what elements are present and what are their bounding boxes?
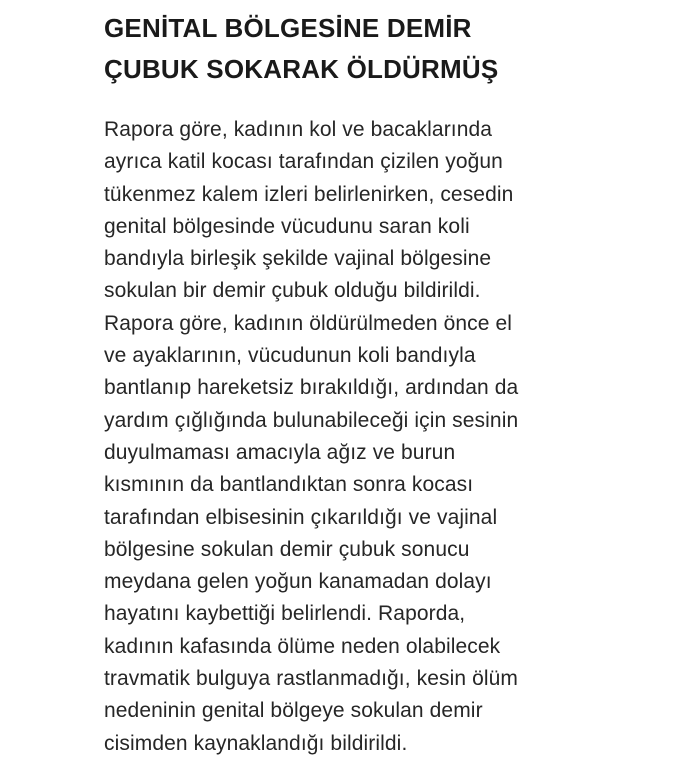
body-line: Rapora göre, kadının kol ve bacaklarında [104, 118, 493, 141]
body-line: ayrıca katil kocası tarafından çizilen yoğun [104, 150, 503, 174]
body-line: meydana gelen yoğun kanamadan dolayı [104, 570, 492, 594]
body-line: Rapora göre, kadının öldürülmeden önce el [104, 311, 513, 335]
body-line: hayatını kaybettiği belirlendi. Raporda, [104, 602, 466, 626]
headline [104, 8, 664, 90]
body-line: ve ayaklarının, vücudunun koli bandıyla [104, 344, 476, 368]
headline-line: ÇUBUK SOKARAK ÖLDÜRMÜŞ [104, 54, 499, 84]
body-line: travmatik bulguya rastlanmadığı, kesin ölüm [104, 667, 518, 691]
body-line: duyulmaması amacıyla ağız ve burun [104, 440, 456, 464]
body-line: bantlanıp hareketsiz bırakıldığı, ardından da [104, 376, 519, 400]
body-line: yardım çığlığında bulunabileceği için sesinin [104, 408, 519, 432]
body-line: tükenmez kalem izleri belirlenirken, cesedin [104, 182, 514, 206]
body-line: cisimden kaynaklandığı bildirildi. [104, 731, 408, 755]
body-line: kadının kafasında ölüme neden olabilecek [104, 634, 501, 658]
body-line: nedeninin genital bölgeye sokulan demir [104, 699, 483, 723]
body-line: sokulan bir demir çubuk olduğu bildirildi. [104, 279, 481, 303]
body-line: kısmının da bantlandıktan sonra kocası [104, 473, 474, 497]
body-line: bandıyla birleşik şekilde vajinal bölgesine [104, 247, 492, 271]
body-line: bölgesine sokulan demir çubuk sonucu [104, 537, 470, 561]
body-line: tarafından elbisesinin çıkarıldığı ve vajinal [104, 505, 498, 529]
article-body [104, 114, 664, 760]
body-line: genital bölgesinde vücudunu saran koli [104, 214, 470, 238]
headline-line: GENİTAL BÖLGESİNE DEMİR [104, 13, 472, 43]
